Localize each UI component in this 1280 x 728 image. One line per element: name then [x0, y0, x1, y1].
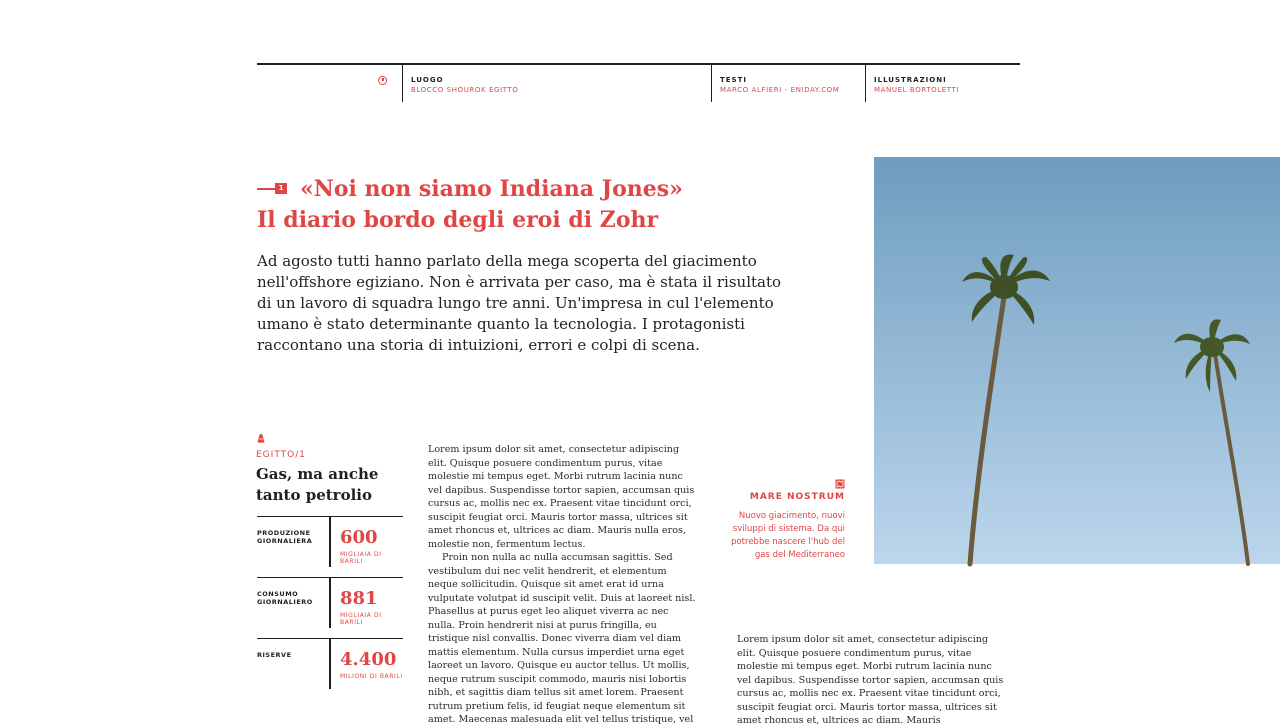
stat-divider: [329, 578, 331, 628]
header-divider: [865, 65, 866, 102]
chapter-number-badge: 1: [275, 183, 287, 194]
stat-unit: MIGLIAIA DI BARILI: [340, 612, 382, 626]
stat-label: PRODUZIONE GIORNALIERA: [257, 529, 313, 545]
texts-value: MARCO ALFIERI - ENIDAY.COM: [720, 86, 840, 94]
stat-row: [257, 638, 403, 699]
body-column-2: [737, 633, 1007, 726]
palm-trees-illustration: [874, 157, 1280, 564]
stat-value: 4.400: [340, 649, 397, 670]
factbox-stats: [257, 516, 403, 699]
clock-icon: [378, 76, 387, 85]
body-paragraph: Lorem ipsum dolor sit amet, consectetur adipiscing elit. Quisque posuere condimentum purus, vitae molestie mi tempus eget. Morbi rutrum lacinia nunc vel dapibus. Suspendisse tortor sapien, accumsan quis cursus ac, mollis nec ex. Praesent vitae tincidunt orci, suscipit feugiat orci. Mauris tortor massa, ultrices sit amet rhoncus et, ultrices ac diam. Mauris nulla eros, molestie non, fermentum lectus.: [428, 444, 695, 550]
body-column-1: [428, 443, 698, 725]
article-title: [257, 174, 817, 236]
stat-unit: MIGLIAIA DI BARILI: [340, 551, 382, 565]
header-rule: [257, 63, 1020, 65]
body-paragraph: Lorem ipsum dolor sit amet, consectetur adipiscing elit. Quisque posuere condimentum purus, vitae molestie mi tempus eget. Morbi rutrum lacinia nunc vel dapibus. Suspendisse tortor sapien, accumsan quis cursus ac, mollis nec ex. Praesent vitae tincidunt orci, suscipit feugiat orci. Mauris tortor massa, ultrices sit amet rhoncus et, ultrices ac diam. Mauris: [737, 634, 1004, 726]
stat-label: CONSUMO GIORNALIERO: [257, 590, 313, 606]
map-icon: [835, 479, 845, 489]
factbox-tag: EGITTO/1: [256, 450, 306, 460]
stat-label: RISERVE: [257, 651, 292, 659]
article-lead: Ad agosto tutti hanno parlato della mega scoperta del giacimento nell'offshore egiziano. Non è arrivata per caso, ma è stata il risultato di un lavoro di squadra lungo tre anni. Un'impresa in cul l'elemento umano è stato determinante quanto la tecnologia. I protagonisti raccontano una storia di intuizioni, errori e colpi di scena.: [257, 252, 782, 354]
sidebar-tag: MARE NOSTRUM: [749, 492, 845, 502]
article-title-line1: «Noi non siamo Indiana Jones»: [300, 176, 683, 202]
body-paragraph: Proin non nulla ac nulla accumsan sagittis. Sed vestibulum dui nec velit hendrerit, et elementum neque sollicitudin. Quisque sit amet erat id urna vulputate volutpat id suscipit velit. Duis at laoreet nisl. Phasellus at purus eget leo aliquet viverra ac nec nulla. Proin hendrerit nisi at purus fringilla, eu tristique nisl convallis. Donec viverra diam vel diam mattis elementum. Nulla cursus imperdiet urna eget laoreet un lavoro. Quisque eu auctor tellus. Ut mollis, neque rutrum suscipit commodo, mauris nisi lobortis nibh, et sagittis diam tellus sit amet lorem. Praesent rutrum pretium felis, id feugiat neque elementum sit amet. Maecenas malesuada elit vel tellus tristique, vel: [428, 552, 696, 725]
stat-row: [257, 516, 403, 577]
article-title-line2: Il diario bordo degli eroi di Zohr: [257, 207, 659, 233]
illustrations-value: MANUEL BORTOLETTI: [874, 86, 960, 94]
palm-trees-photo: [874, 157, 1280, 564]
sidebar-text: Nuovo giacimento, nuovi sviluppi di sistema. Da qui potrebbe nascere l'hub del gas del Mediterraneo: [731, 511, 845, 560]
place-value: BLOCCO SHOUROK EGITTO: [411, 86, 519, 94]
oil-rig-icon: [256, 433, 266, 443]
stat-value: 881: [340, 588, 378, 609]
stat-unit: MILIONI DI BARILI: [340, 673, 403, 680]
illustrations-label: ILLUSTRAZIONI: [874, 76, 947, 84]
texts-label: TESTI: [720, 76, 747, 84]
header-divider: [402, 65, 403, 102]
stat-divider: [329, 517, 331, 567]
factbox-title: Gas, ma anche tanto petrolio: [256, 465, 379, 504]
stat-divider: [329, 639, 331, 689]
place-label: LUOGO: [411, 76, 444, 84]
stat-value: 600: [340, 527, 378, 548]
header-divider: [711, 65, 712, 102]
stat-row: [257, 577, 403, 638]
